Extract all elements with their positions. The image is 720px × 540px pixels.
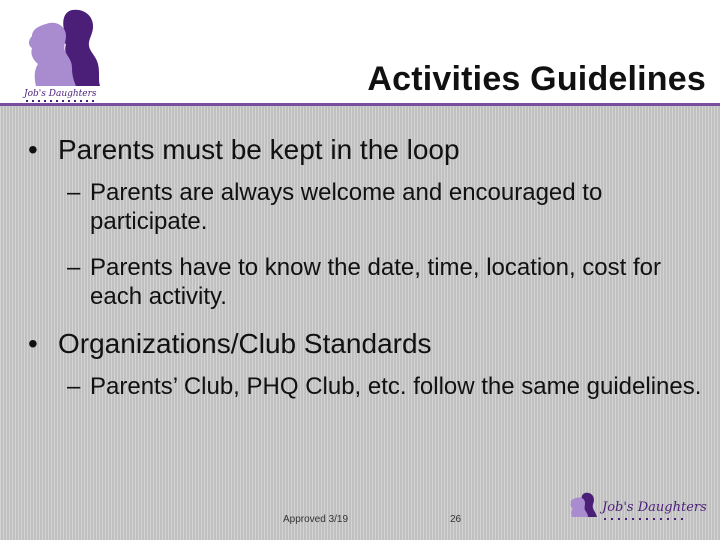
slide-title: Activities Guidelines <box>367 60 706 98</box>
bullet-glyph: • <box>28 328 38 359</box>
sub-bullet-item <box>67 178 707 236</box>
sub-bullet-text: Parents’ Club, PHQ Club, etc. follow the same guidelines. <box>90 373 702 400</box>
slide-body <box>0 106 720 540</box>
footer-page-number: 26 <box>450 514 462 525</box>
sub-bullet-item <box>67 253 707 311</box>
silhouettes-logo-icon <box>20 6 112 104</box>
bullet-item <box>28 134 460 166</box>
sub-bullet-text: Parents have to know the date, time, location, cost for each activity. <box>90 254 661 310</box>
dash-glyph: – <box>67 254 81 281</box>
bullet-glyph: • <box>28 134 38 165</box>
bullet-item <box>28 328 432 360</box>
footer-approved: Approved 3/19 <box>283 514 349 525</box>
bullet-text: Parents must be kept in the loop <box>58 134 460 165</box>
footer-logo-wordmark: Job's Daughters <box>602 500 707 515</box>
sub-bullet-item <box>67 372 707 401</box>
dash-glyph: – <box>67 179 81 206</box>
dash-glyph: – <box>67 373 81 400</box>
footer-logo-icon <box>568 491 707 525</box>
logo-wordmark: Job's Daughters <box>24 89 97 99</box>
slide-header <box>0 0 720 104</box>
sub-bullet-text: Parents are always welcome and encouraged to participate. <box>90 179 603 235</box>
bullet-text: Organizations/Club Standards <box>58 328 432 359</box>
